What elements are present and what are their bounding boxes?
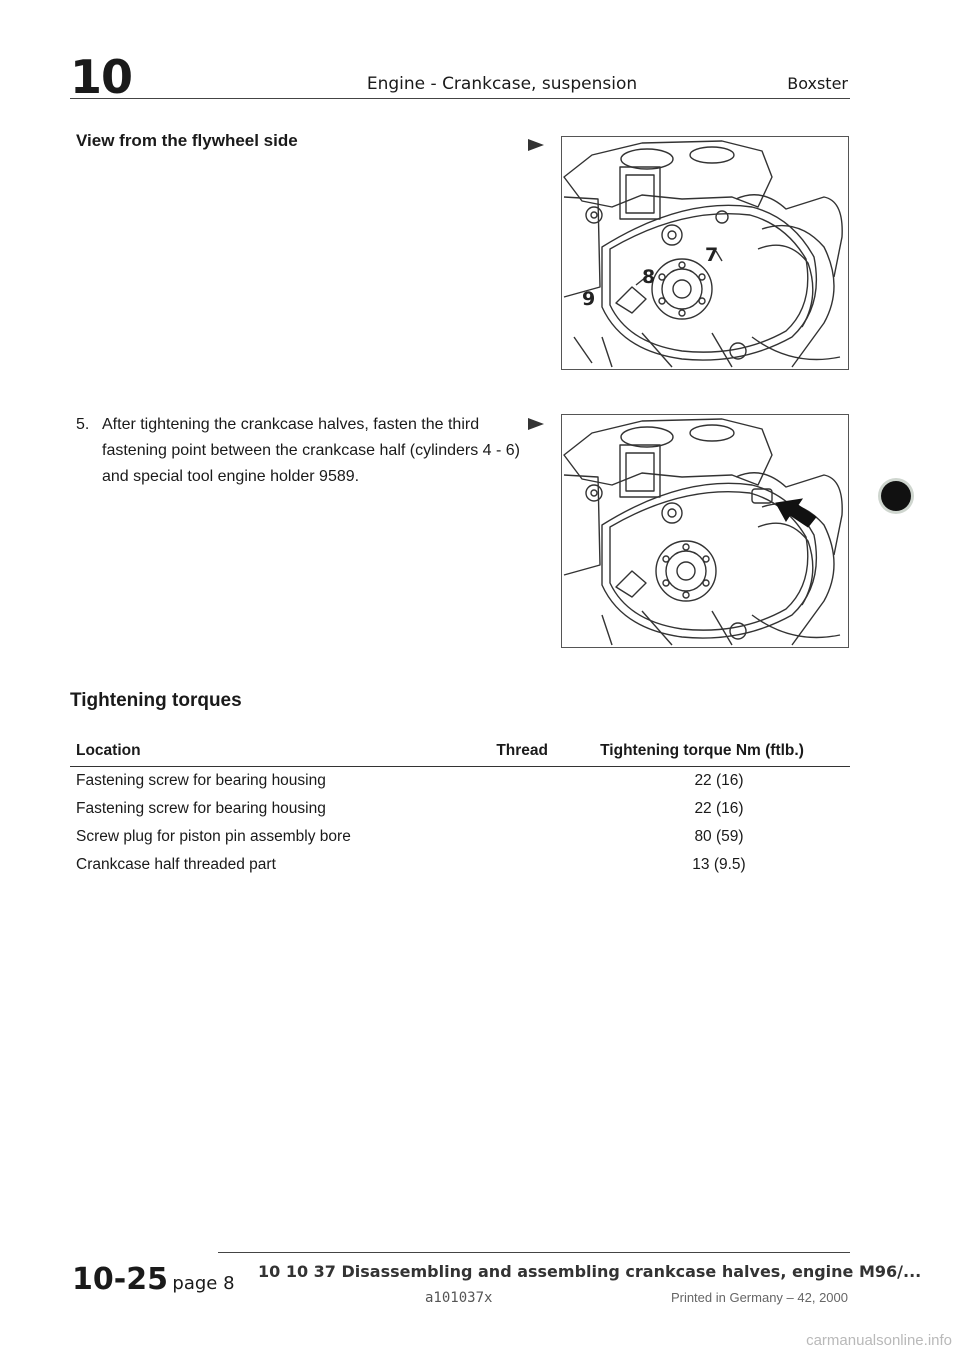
figure2-engine-drawing [562,415,848,647]
row-location: Crankcase half threaded part [76,856,276,873]
footer-page-suffix: page 8 [172,1273,235,1294]
header-model: Boxster [787,74,848,93]
row-location: Fastening screw for bearing housing [76,772,326,789]
figure1-caption: View from the flywheel side [76,131,298,150]
footer-rule [218,1252,850,1253]
row-torque: 22 (16) [694,800,744,817]
callout-9: 9 [582,288,596,310]
torques-heading: Tightening torques [70,690,242,711]
row-thread [422,851,554,879]
step-number: 5. [76,416,90,433]
footer-page [72,1262,235,1297]
watermark: carmanualsonline.info [806,1332,952,1349]
row-thread [422,767,554,796]
torques-table [70,736,850,879]
step-text: After tightening the crankcase halves, fasten the third fastening point between the crankcase half (cylinders 4 - 6) and special tool engine holder 9589. [102,416,521,485]
table-header-row [70,736,850,767]
table-row [70,851,850,879]
row-torque: 13 (9.5) [692,856,746,873]
figure1-engine-illustration [561,136,849,370]
header-title-text: Engine - Crankcase, suspension [366,74,638,94]
callout-7: 7 [705,244,719,266]
col-thread: Thread [422,736,554,767]
row-torque: 22 (16) [694,772,744,789]
table-row [70,767,850,796]
footer-page-number: 10-25 [72,1262,168,1297]
figure2-engine-illustration [561,414,849,648]
table-row [70,795,850,823]
col-location: Location [70,736,422,767]
figure1-engine-drawing [562,137,848,369]
row-torque: 80 (59) [694,828,744,845]
footer-description: 10 10 37 Disassembling and assembling crankcase halves, engine M96/... [258,1262,922,1281]
header-rule [70,98,850,99]
figure1-pointer-icon [528,139,544,151]
row-location: Screw plug for piston pin assembly bore [76,828,351,845]
chapter-number: 10 [70,50,133,104]
figure2-pointer-icon [528,418,544,430]
row-thread [422,823,554,851]
row-location: Fastening screw for bearing housing [76,800,326,817]
row-thread [422,795,554,823]
footer-code: a101037x [425,1290,493,1306]
col-torque: Tightening torque Nm (ftlb.) [554,736,850,767]
callout-8: 8 [642,266,656,288]
margin-dot-marker [881,481,911,511]
table-row [70,823,850,851]
footer-printed: Printed in Germany – 42, 2000 [670,1290,848,1305]
